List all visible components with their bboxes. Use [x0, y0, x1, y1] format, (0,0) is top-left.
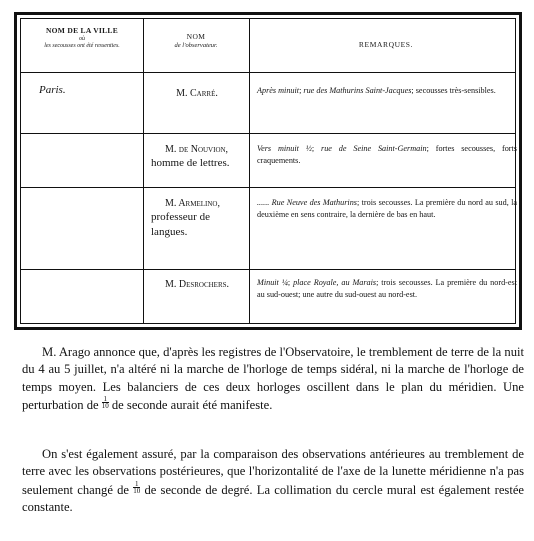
remark-sep: ; — [356, 198, 362, 207]
paragraph-collimation — [22, 446, 524, 517]
remark-cell — [257, 197, 517, 221]
observer-title: homme de lettres. — [151, 157, 230, 170]
remark-count: trois secousses. — [361, 198, 413, 207]
remark-cell — [257, 277, 517, 301]
fraction-numerator: 1 — [135, 479, 139, 488]
remark-cell — [257, 143, 517, 167]
observer-cell — [145, 277, 249, 291]
row-divider — [21, 133, 515, 134]
observer-name: M. Carré. — [176, 88, 218, 99]
city-cell: Paris. — [39, 84, 66, 96]
paragraph-text: On s'est également assuré, par la comparaison des observations antérieures au tremblement de terre avec les observations postérieures, que l'horizontalité de l'axe de la lunette méridienne n'a pas seulement changé de — [22, 447, 524, 497]
observer-cell — [145, 142, 249, 171]
paragraph-text: de seconde aurait été manifeste. — [108, 398, 273, 413]
paragraph-arago — [22, 344, 524, 415]
header-city-sub: où — [79, 35, 85, 42]
remark-place: ...... Rue Neuve des Mathurins — [257, 198, 357, 207]
remark-cell — [257, 85, 517, 97]
remark-time: Après minuit — [257, 86, 300, 95]
remark-text: La première du nord au sud, la deuxième en sens contraire, la dernière de bas en haut. — [257, 198, 518, 219]
paragraph-text: M. Arago annonce que, d'après les registres de l'Observatoire, le tremblement de terre de la nuit du 4 au 5 juillet, n'a altéré ni la marche de l'horloge de temps sidéral, ni la marche de l'horloge de temps moyen. Les balanciers de ces deux horloges oscillent dans le plan du méridien. Une perturbation de — [22, 345, 524, 413]
remark-text: ; secousses très-sensibles. — [411, 86, 496, 95]
observer-name: M. de Nouvion, — [165, 144, 229, 155]
observations-table — [14, 12, 522, 330]
header-city-title: NOM DE LA VILLE — [45, 26, 119, 35]
row-divider — [21, 187, 515, 188]
table-inner-border — [20, 18, 516, 324]
header-remarks: REMARQUES. — [358, 40, 414, 49]
fraction — [102, 396, 109, 409]
fraction-denominator: 10 — [133, 486, 141, 495]
column-divider — [143, 19, 144, 323]
remark-sep: ; — [299, 86, 304, 95]
fraction-numerator: 1 — [103, 395, 107, 404]
header-observer-sub: de l'observateur. — [174, 41, 218, 49]
observer-name: M. Armelino, — [165, 198, 220, 209]
remark-place: rue de Seine Saint-Germain — [321, 144, 427, 153]
header-observer-title: NOM — [186, 32, 206, 41]
observer-cell — [145, 196, 249, 239]
header-city-sub2: les secousses ont été ressenties. — [44, 42, 120, 49]
header-city — [23, 27, 141, 49]
remark-time: Vers minuit ½ — [257, 144, 312, 153]
header-divider — [21, 72, 515, 73]
fraction-denominator: 10 — [101, 402, 109, 411]
observer-name: M. Desrochers. — [164, 279, 230, 290]
paragraph-text: de seconde de degré. La collimation du cercle mural est également restée constante. — [22, 482, 524, 515]
remark-time: Minuit ¼ — [257, 278, 288, 287]
remark-sep: ; — [287, 278, 294, 287]
remark-place: place Royale, au Marais — [293, 278, 377, 287]
observer-cell — [145, 86, 249, 100]
row-divider — [21, 269, 515, 270]
header-observer — [145, 33, 247, 49]
remark-sep: ; — [311, 144, 322, 153]
remark-text: ; fortes secousses, forts craquements. — [257, 144, 517, 165]
observer-title: professeur de langues. — [151, 211, 210, 238]
remark-text: ; trois secousses. La première du nord-est au sud-ouest; une autre du sud-ouest au nord-est. — [257, 278, 517, 299]
remark-place: rue des Mathurins Saint-Jacques — [303, 86, 412, 95]
column-divider — [249, 19, 250, 323]
